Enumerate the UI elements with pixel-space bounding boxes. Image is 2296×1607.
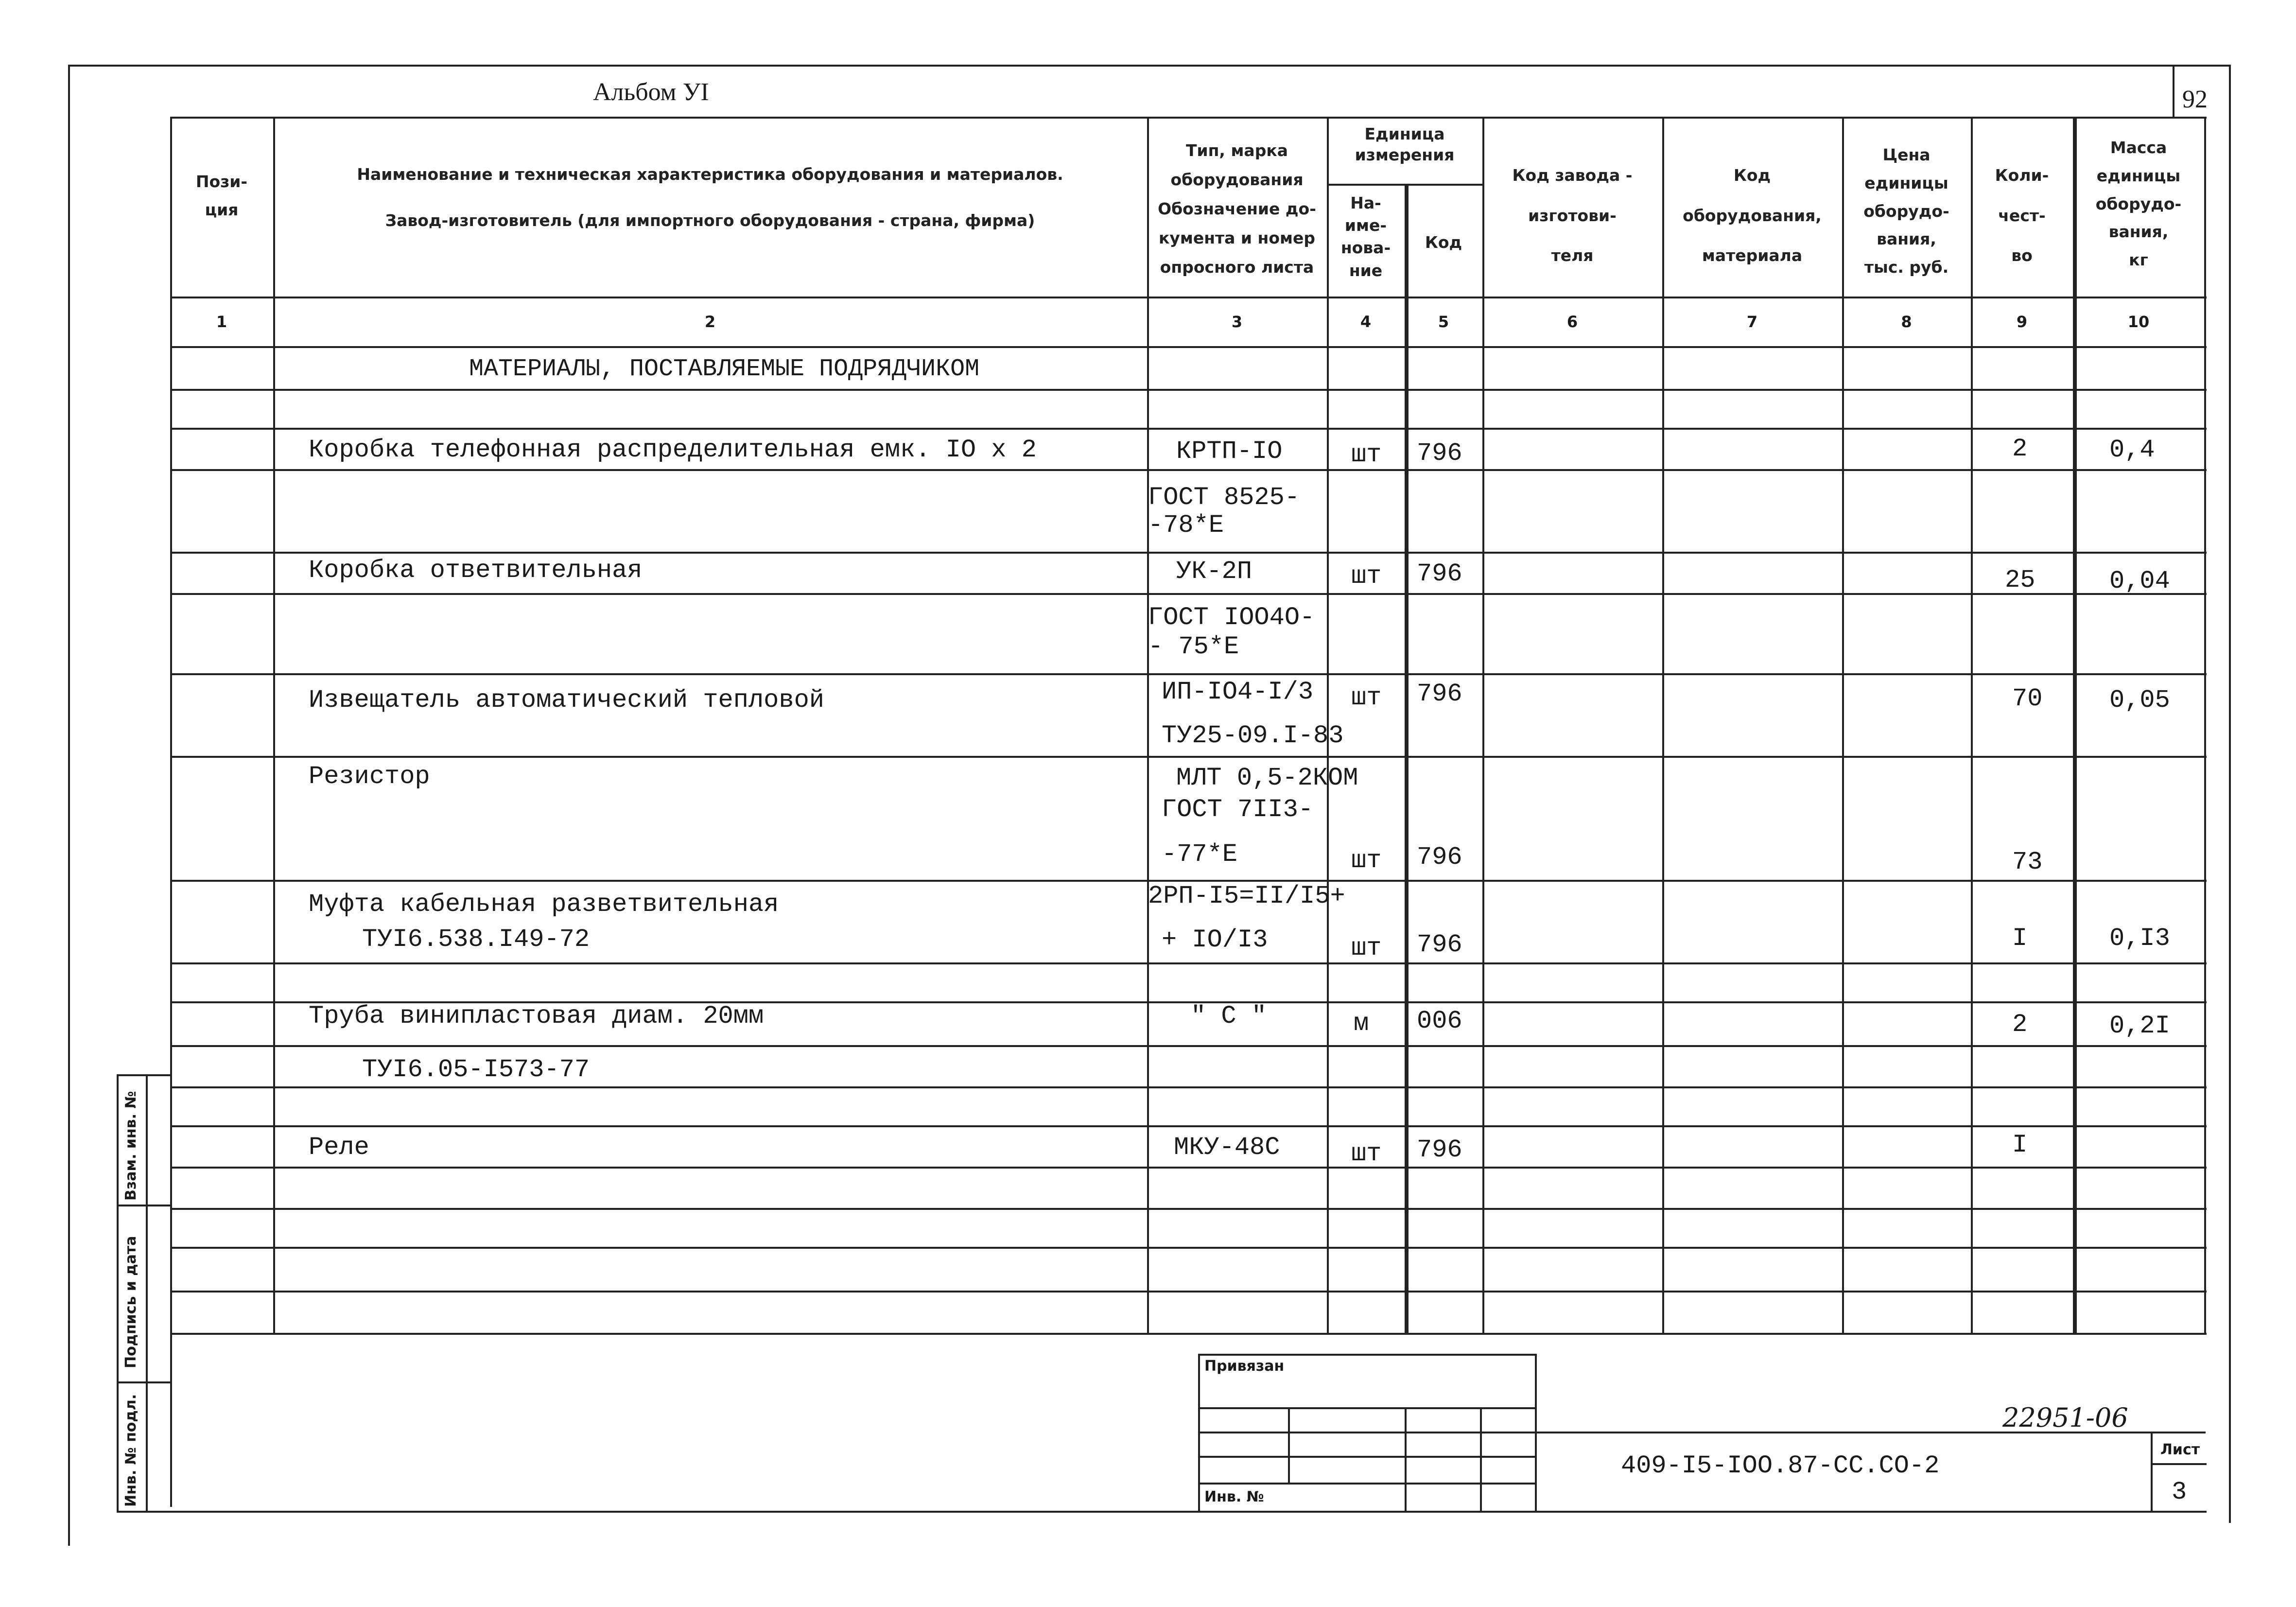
row-6-mass: 0,05 [2109, 686, 2170, 715]
sheet-box-left [2151, 1432, 2153, 1512]
row-15-name: Реле [309, 1133, 369, 1162]
row-9-type: ГОСТ 7II3- [1162, 795, 1314, 824]
row-0-name: Коробка телефонная распределительная емк. IO x 2 [309, 436, 1037, 464]
colnum-10: 10 [2127, 313, 2150, 331]
row-0-type: КРТП-IO [1176, 437, 1283, 466]
row-3-qty: 25 [2005, 566, 2035, 594]
side-strip-div1 [117, 1205, 171, 1206]
row-4-type: ГОСТ IOO4O- [1148, 603, 1315, 632]
row-line [170, 673, 2207, 675]
colnum-bottom-line [170, 346, 2207, 348]
row-line [170, 428, 2207, 430]
row-0-code: 796 [1417, 439, 1462, 468]
sheet-number: 3 [2172, 1478, 2187, 1506]
row-3-unit: шт [1351, 562, 1382, 591]
header-mass: Масса единицы оборудо- вания, кг [2095, 138, 2182, 269]
colnum-9: 9 [2016, 313, 2028, 331]
row-line [170, 962, 2207, 964]
colnum-2: 2 [704, 313, 716, 331]
row-3-name: Коробка ответвительная [309, 556, 643, 585]
row-12-unit: шт [1351, 934, 1382, 962]
header-bottom-line [170, 297, 2207, 298]
row-2-type: -78*Е [1148, 511, 1224, 540]
row-3-code: 796 [1417, 559, 1462, 588]
section-title: МАТЕРИАЛЫ, ПОСТАВЛЯЕМЫЕ ПОДРЯДЧИКОМ [469, 355, 980, 383]
row-line [170, 593, 2207, 595]
frame-left [68, 65, 70, 1513]
row-line [170, 1045, 2207, 1047]
row-line [170, 1208, 2207, 1210]
header-factory-code: Код завода - изготови- теля [1512, 166, 1633, 265]
edge-tick-right [2229, 1507, 2231, 1517]
table-bottom-line [170, 1333, 2207, 1335]
stamp-box-top [1198, 1354, 1536, 1356]
row-15-unit: шт [1351, 1139, 1382, 1168]
handwritten-number: 22951-06 [2002, 1402, 2128, 1433]
col-line-6 [1662, 117, 1664, 1334]
frame-top [68, 65, 2231, 67]
stamp-grid-v1 [1288, 1407, 1290, 1483]
header-position: Пози- ция [195, 172, 248, 219]
row-8-name: Резистор [309, 762, 430, 791]
page-number: 92 [2182, 86, 2208, 113]
row-11-type: 2РП-I5=II/I5+ [1148, 882, 1345, 910]
row-13-mass: 0,2I [2109, 1012, 2170, 1040]
stamp-grid-v2 [1405, 1407, 1407, 1512]
side-label-replace: Взам. инв. № [122, 1091, 139, 1201]
row-0-mass: 0,4 [2109, 436, 2155, 464]
side-strip-bottom [117, 1511, 2207, 1513]
row-0-qty: 2 [2012, 435, 2028, 463]
row-line [170, 552, 2207, 554]
header-unit: Единица измерения [1355, 124, 1455, 164]
row-12-mass: 0,I3 [2109, 924, 2170, 953]
col-line-2 [1147, 117, 1149, 1334]
header-unit-code: Код [1425, 233, 1462, 252]
col-line-5 [1482, 117, 1484, 1334]
side-label-signature: Подпись и дата [122, 1236, 139, 1368]
stamp-grid-2 [1198, 1432, 1536, 1433]
header-equipment-code: Код оборудования, материала [1683, 166, 1822, 265]
row-13-unit: м [1354, 1009, 1369, 1038]
col-line-1 [273, 117, 275, 1334]
row-15-qty: I [2012, 1131, 2028, 1159]
col-line-4 [1405, 184, 1409, 1334]
row-12-code: 796 [1417, 930, 1462, 959]
row-line [170, 1167, 2207, 1169]
sheet-box-mid [2151, 1463, 2207, 1465]
row-line [170, 1086, 2207, 1088]
row-14-name: ТУI6.05-I573-77 [362, 1055, 590, 1084]
colnum-4: 4 [1360, 313, 1372, 331]
side-strip-div2 [117, 1381, 171, 1383]
page-number-box-left [2173, 65, 2174, 118]
row-10-code: 796 [1417, 843, 1462, 872]
row-6-unit: шт [1351, 683, 1382, 712]
row-line [170, 1125, 2207, 1127]
header-manufacturer: Завод-изготовитель (для импортного оборудования - страна, фирма) [385, 211, 1035, 230]
row-8-type: МЛТ 0,5-2КОМ [1176, 764, 1358, 792]
stamp-grid-4 [1198, 1483, 1536, 1485]
row-10-qty: 73 [2012, 848, 2043, 876]
row-5-type: - 75*Е [1148, 632, 1239, 661]
row-line [170, 389, 2207, 391]
document-code: 409-I5-IOO.87-СС.СО-2 [1621, 1451, 1940, 1480]
side-strip-top [117, 1074, 171, 1076]
colnum-1: 1 [216, 313, 227, 331]
row-15-code: 796 [1417, 1135, 1462, 1164]
row-7-type: ТУ25-09.I-83 [1162, 721, 1344, 750]
row-3-mass: 0,04 [2109, 567, 2170, 595]
row-10-type: -77*Е [1162, 840, 1238, 869]
row-13-name: Труба винипластовая диам. 20мм [309, 1002, 764, 1031]
edge-tick-left [68, 1507, 70, 1546]
stamp-grid-3 [1198, 1456, 1536, 1458]
row-1-type: ГОСТ 8525- [1148, 483, 1300, 512]
side-strip-mid [146, 1074, 148, 1512]
row-line [170, 1247, 2207, 1249]
row-6-code: 796 [1417, 680, 1462, 708]
row-15-type: МКУ-48С [1174, 1133, 1280, 1162]
row-13-type: " С " [1191, 1002, 1267, 1031]
col-line-9 [2073, 117, 2077, 1334]
stamp-inv-no: Инв. № [1204, 1488, 1264, 1505]
col-line-10 [2204, 117, 2206, 1334]
table-top-line [170, 117, 2207, 119]
album-title: Альбом УI [593, 78, 709, 106]
sheet-label: Лист [2160, 1441, 2200, 1458]
header-price: Цена единицы оборудо- вания, тыс. руб. [1863, 145, 1949, 277]
row-11-name: Муфта кабельная разветвительная [309, 890, 779, 919]
colnum-6: 6 [1566, 313, 1578, 331]
row-13-qty: 2 [2012, 1010, 2028, 1039]
row-line [170, 756, 2207, 758]
row-line [170, 1291, 2207, 1293]
row-6-name: Извещатель автоматический тепловой [309, 686, 824, 715]
header-name: Наименование и техническая характеристика оборудования и материалов. [357, 165, 1063, 184]
colnum-7: 7 [1746, 313, 1758, 331]
colnum-5: 5 [1438, 313, 1449, 331]
row-6-type: ИП-IO4-I/3 [1162, 678, 1314, 706]
row-0-unit: шт [1351, 440, 1382, 469]
row-13-code: 006 [1417, 1007, 1462, 1035]
side-strip-left [117, 1074, 119, 1512]
stamp-grid-v3 [1480, 1407, 1482, 1512]
side-label-inventory: Инв. № подл. [122, 1394, 139, 1507]
colnum-8: 8 [1901, 313, 1912, 331]
row-12-name: ТУI6.538.I49-72 [362, 925, 590, 954]
header-type: Тип, марка оборудования Обозначение до- кумента и номер опросного листа [1158, 141, 1316, 277]
row-12-type: + IO/I3 [1162, 926, 1268, 954]
colnum-3: 3 [1231, 313, 1243, 331]
col-line-7 [1842, 117, 1844, 1334]
header-quantity: Коли- чест- во [1995, 166, 2049, 265]
row-6-qty: 70 [2012, 684, 2043, 713]
row-12-qty: I [2012, 924, 2028, 953]
row-3-type: УК-2П [1176, 557, 1252, 586]
frame-right [2229, 65, 2231, 1523]
stamp-grid-1 [1198, 1407, 1536, 1409]
stamp-privyazan: Привязан [1204, 1358, 1285, 1375]
header-unit-name: На- име- нова- ние [1340, 193, 1391, 280]
col-line-8 [1971, 117, 1973, 1334]
row-10-unit: шт [1351, 846, 1382, 875]
row-line [170, 469, 2207, 471]
